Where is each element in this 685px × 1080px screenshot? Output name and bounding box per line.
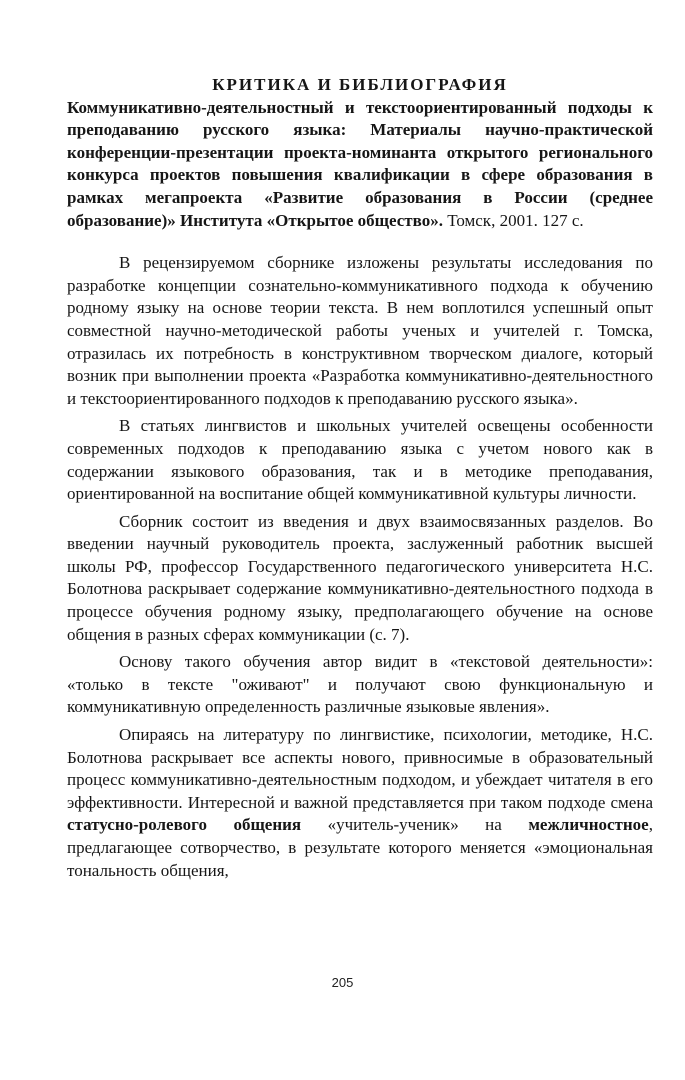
paragraph-2: В статьях лингвистов и школьных учителей освещены особенности современных подходов к преподаванию языка с учетом нового как в содержании языкового образования, так и в методике преподавания, ориентированной на воспитание общей коммуникативной культуры личности. bbox=[67, 416, 653, 504]
paragraph-5 bbox=[67, 724, 653, 882]
paragraph-5-text-2: «учитель-ученик» на bbox=[301, 815, 529, 835]
review-title: Коммуникативно-деятельностный и текстоориентированный подходы к преподаванию русского языка: Материалы научно-практической конференции-презентации проекта-номинанта открытого регионального конкурса проектов повышения квалификации в сфере образования в рамках мегапроекта «Развитие образования в России (среднее образование)» Института «Открытое общество». bbox=[67, 97, 653, 230]
page-content bbox=[67, 74, 653, 882]
paragraph-3: Сборник состоит из введения и двух взаимосвязанных разделов. Во введении научный руководитель проекта, заслуженный работник высшей школы РФ, профессор Государственного педагогического университета Н.С. Болотнова раскрывает содержание коммуникативно-деятельностного подхода в процессе обучения родному языку, предполагающего обучение на основе общения в разных сферах коммуникации (с. 7). bbox=[67, 511, 653, 644]
review-imprint: Томск, 2001. 127 с. bbox=[442, 210, 584, 230]
paragraph-5-emphasis-1: статусно-ролевого общения bbox=[67, 815, 302, 835]
paragraph-5-text-3: , предлагающее сотворчество, в результате которого меняется «эмоциональная тональность общения, bbox=[67, 815, 653, 880]
paragraph-1: В рецензируемом сборнике изложены результаты исследования по разработке концепции сознательно-коммуникативного подхода к обучению родному языку на основе теории текста. В нем воплотился успешный опыт совместной научно-методической работы ученых и учителей г. Томска, отразилась их потребность в конструктивном творческом диалоге, который возник при выполнении проекта «Разработка коммуникативно-деятельностного и текстоориентированного подходов к преподаванию русского языка». bbox=[67, 253, 653, 408]
page-number: 205 bbox=[331, 975, 354, 990]
paragraph-5-emphasis-2: межличностное bbox=[528, 815, 649, 835]
review-heading bbox=[67, 97, 653, 233]
section-title: КРИТИКА И БИБЛИОГРАФИЯ bbox=[212, 75, 508, 94]
paragraph-5-text-1: Опираясь на литературу по лингвистике, психологии, методике, Н.С. Болотнова раскрывает все аспекты нового, привносимые в образовательный процесс коммуникативно-деятельностным подходом, и убеждает читателя в его эффективности. Интересной и важной представляется при таком подходе смена bbox=[67, 725, 653, 812]
paragraph-4: Основу такого обучения автор видит в «текстовой деятельности»: «только в тексте "оживают" и получают свою функциональную и коммуникативную определенность различные языковые явления». bbox=[67, 652, 653, 717]
